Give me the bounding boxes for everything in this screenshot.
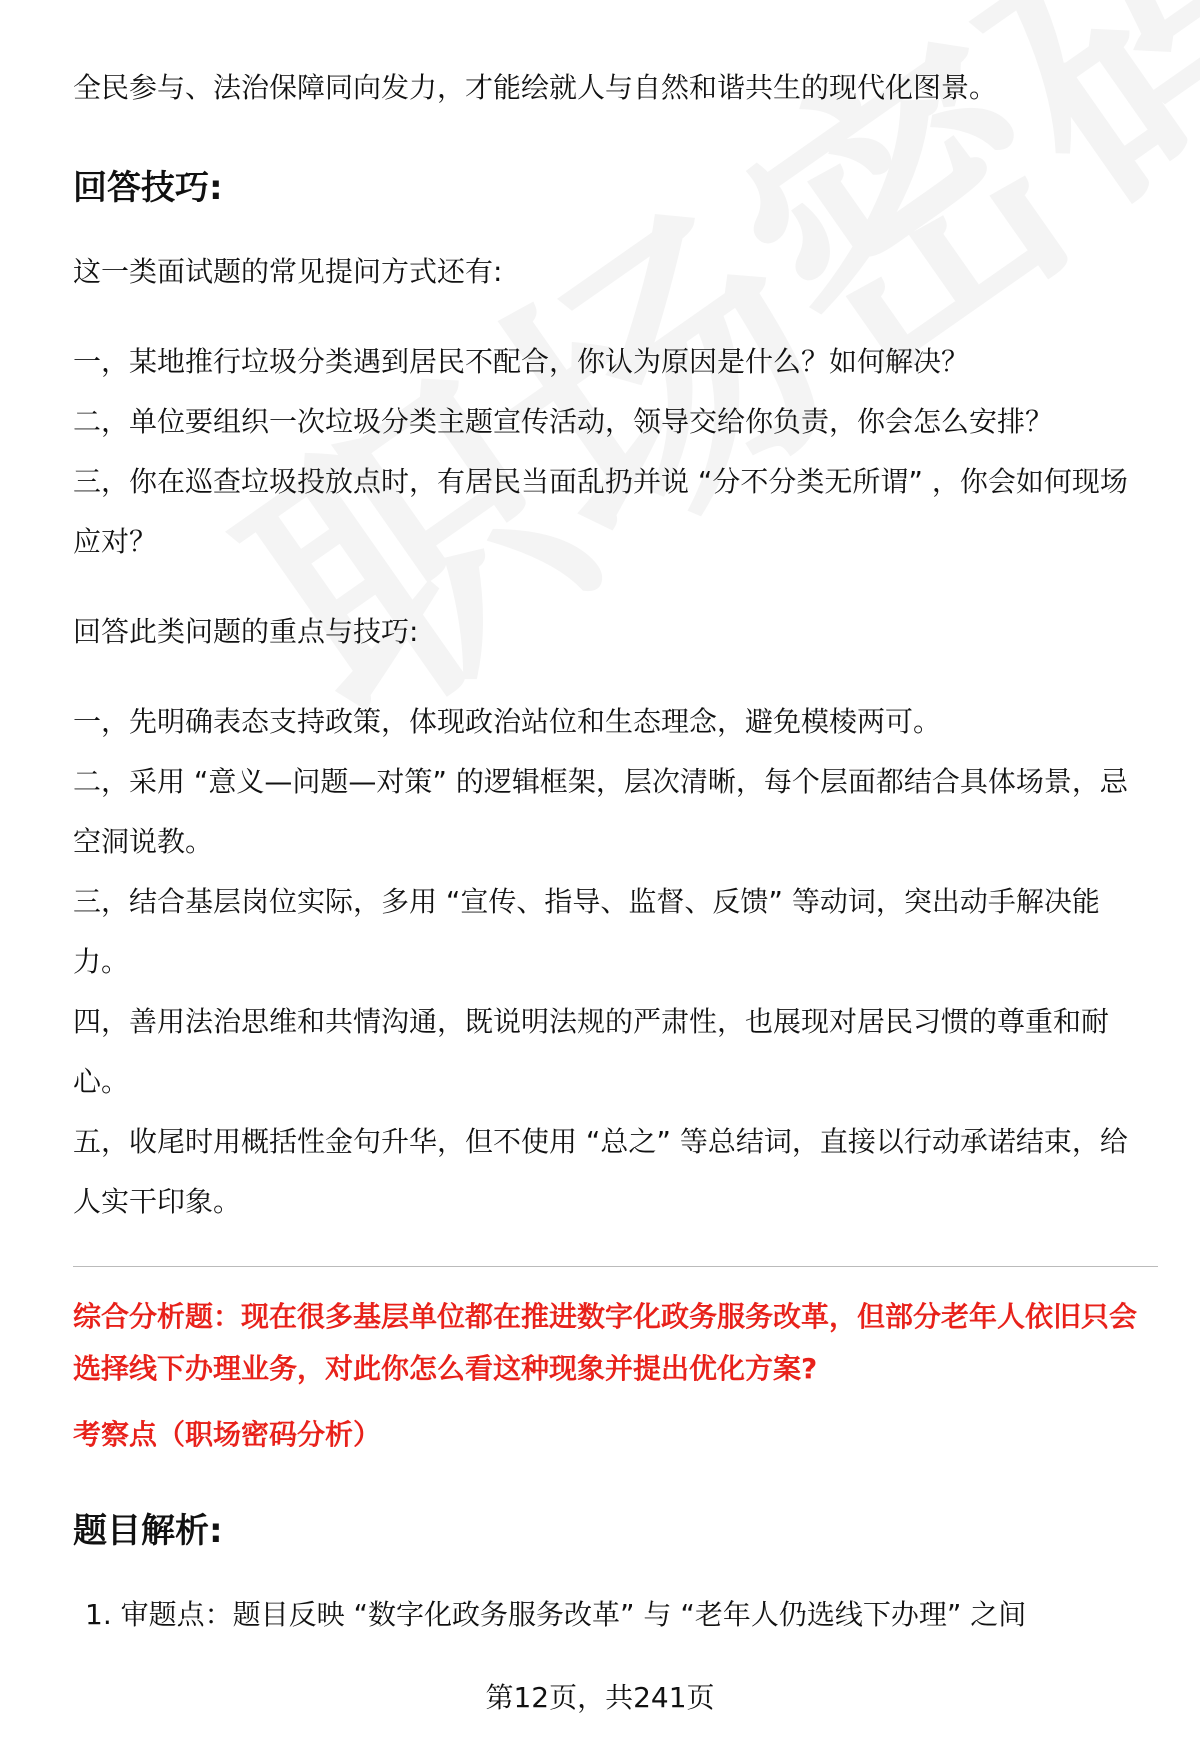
section-divider [73, 1266, 1158, 1267]
analysis-heading: 题目解析: [73, 1511, 223, 1551]
analysis-list [73, 1585, 1153, 1645]
common-questions-list [73, 332, 1153, 572]
common-question-item: 三，你在巡查垃圾投放点时，有居民当面乱扔并说 “分不分类无所谓” ，你会如何现场应对？ [73, 465, 1128, 558]
common-questions-label: 这一类面试题的常见提问方式还有: [73, 255, 503, 288]
key-point-item: 一，先明确表态支持政策，体现政治站位和生态理念，避免模棱两可。 [73, 705, 942, 738]
page-content [73, 58, 1153, 1645]
question-title: 综合分析题：现在很多基层单位都在推进数字化政务服务改革，但部分老年人依旧只会选择线下办理业务，对此你怎么看这种现象并提出优化方案? [73, 1300, 1138, 1385]
common-question-item: 一，某地推行垃圾分类遇到居民不配合，你认为原因是什么？如何解决？ [73, 345, 970, 378]
tips-heading: 回答技巧: [73, 168, 223, 208]
analysis-item: 1. 审题点：题目反映 “数字化政务服务改革” 与 “老年人仍选线下办理” 之间 [85, 1598, 1027, 1631]
exam-point: 考察点（职场密码分析） [73, 1418, 382, 1451]
intro-paragraph-tail: 全民参与、法治保障同向发力，才能绘就人与自然和谐共生的现代化图景。 [73, 71, 998, 104]
key-points-list [73, 692, 1153, 1232]
key-point-item: 三，结合基层岗位实际，多用 “宣传、指导、监督、反馈” 等动词，突出动手解决能力。 [73, 885, 1100, 978]
common-question-item: 二，单位要组织一次垃圾分类主题宣传活动，领导交给你负责，你会怎么安排？ [73, 405, 1054, 438]
page-number-footer: 第12页，共241页 [485, 1681, 715, 1714]
key-points-label: 回答此类问题的重点与技巧: [73, 615, 419, 648]
key-point-item: 四，善用法治思维和共情沟通，既说明法规的严肃性，也展现对居民习惯的尊重和耐心。 [73, 1005, 1110, 1098]
key-point-item: 五，收尾时用概括性金句升华，但不使用 “总之” 等总结词，直接以行动承诺结束，给人实干印象。 [73, 1125, 1128, 1218]
key-point-item: 二，采用 “意义—问题—对策” 的逻辑框架，层次清晰，每个层面都结合具体场景，忌空洞说教。 [73, 765, 1128, 858]
